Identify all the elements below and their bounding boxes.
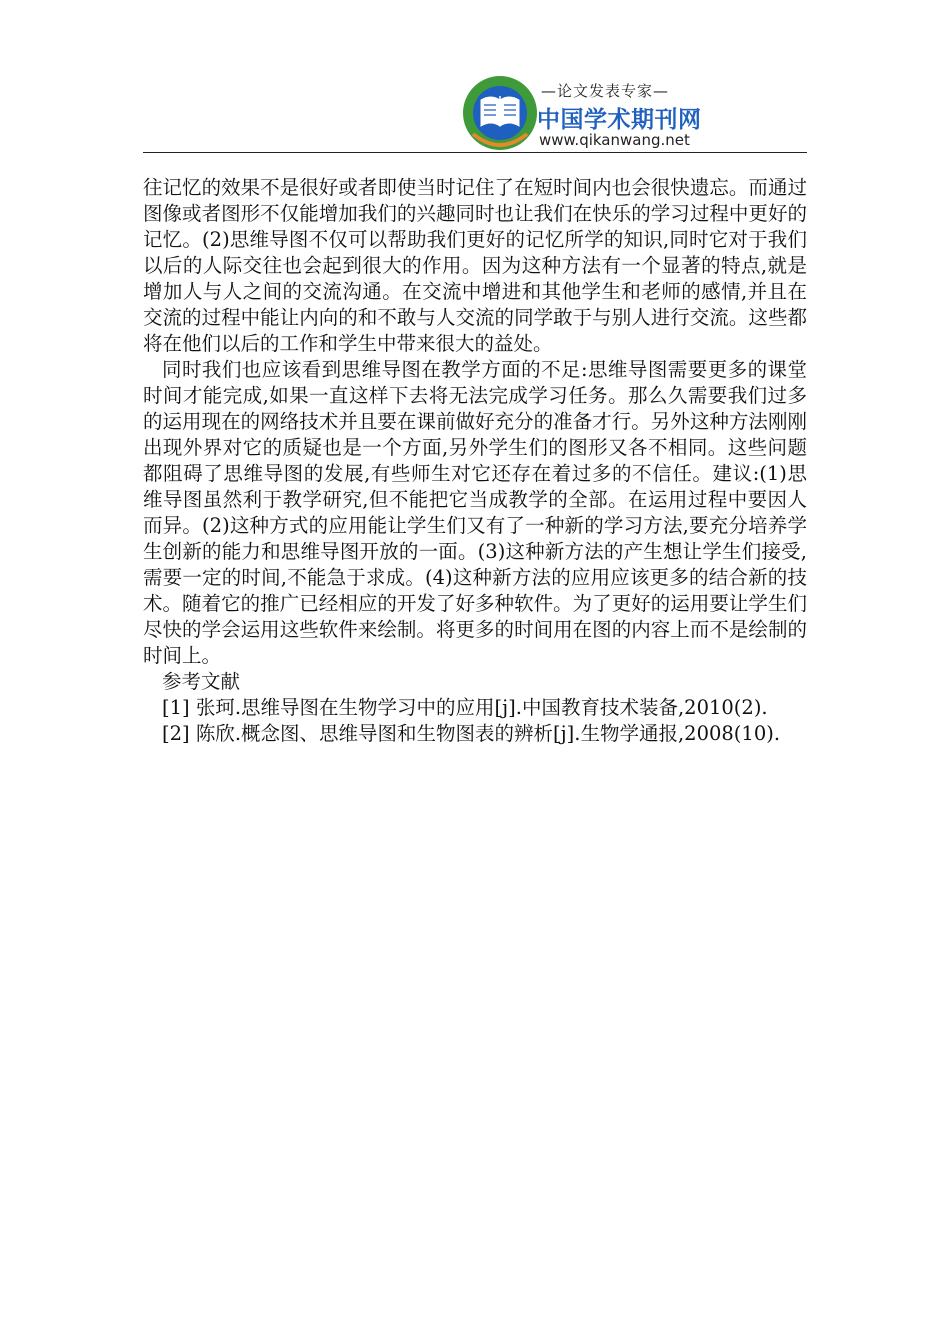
header-divider xyxy=(143,152,807,153)
logo-site-name: 中国学术期刊网 xyxy=(537,107,702,133)
body-paragraph: 同时我们也应该看到思维导图在教学方面的不足:思维导图需要更多的课堂时间才能完成,如果一直这样下去将无法完成学习任务。那么久需要我们过多的运用现在的网络技术并且要在课前做好充分的准备才行。另外这种方法刚刚出现外界对它的质疑也是一个方面,另外学生们的图形又各不相同。这些问题都阻碍了思维导图的发展,有些师生对它还存在着过多的不信任。建议:(1)思维导图虽然利于教学研究,但不能把它当成教学的全部。在运用过程中要因人而异。(2)这种方式的应用能让学生们又有了一种新的学习方法,要充分培养学生创新的能力和思维导图开放的一面。(3)这种新方法的产生想让学生们接受,需要一定的时间,不能急于求成。(4)这种新方法的应用应该更多的结合新的技术。随着它的推广已经相应的开发了好多种软件。为了更好的运用要让学生们尽快的学会运用这些软件来绘制。将更多的时间用在图的内容上而不是绘制的时间上。 xyxy=(143,358,807,667)
article-body xyxy=(143,175,807,747)
reference-text: 陈欣.概念图、思维导图和生物图表的辨析[j].生物学通报,2008(10). xyxy=(195,722,781,745)
reference-text: 张珂.思维导图在生物学习中的应用[j].中国教育技术装备,2010(2). xyxy=(195,696,768,719)
reference-number: [2] xyxy=(162,722,190,745)
logo-slogan: —论文发表专家— xyxy=(541,82,670,100)
reference-item xyxy=(143,721,807,747)
body-paragraph: 往记忆的效果不是很好或者即使当时记住了在短时间内也会很快遗忘。而通过图像或者图形不仅能增加我们的兴趣同时也让我们在快乐的学习过程中更好的记忆。(2)思维导图不仅可以帮助我们更好的记忆所学的知识,同时它对于我们以后的人际交往也会起到很大的作用。因为这种方法有一个显著的特点,就是增加人与人之间的交流沟通。在交流中增进和其他学生和老师的感情,并且在交流的过程中能让内向的和不敢与人交流的同学敢于与别人进行交流。这些都将在他们以后的工作和学生中带来很大的益处。 xyxy=(143,176,807,355)
references-heading: 参考文献 xyxy=(162,670,241,693)
page-header xyxy=(143,66,807,154)
reference-item xyxy=(143,695,807,721)
site-logo[interactable] xyxy=(461,74,721,154)
reference-number: [1] xyxy=(162,696,190,719)
book-seal-icon xyxy=(461,74,539,152)
logo-url[interactable]: www.qikanwang.net xyxy=(539,131,690,149)
